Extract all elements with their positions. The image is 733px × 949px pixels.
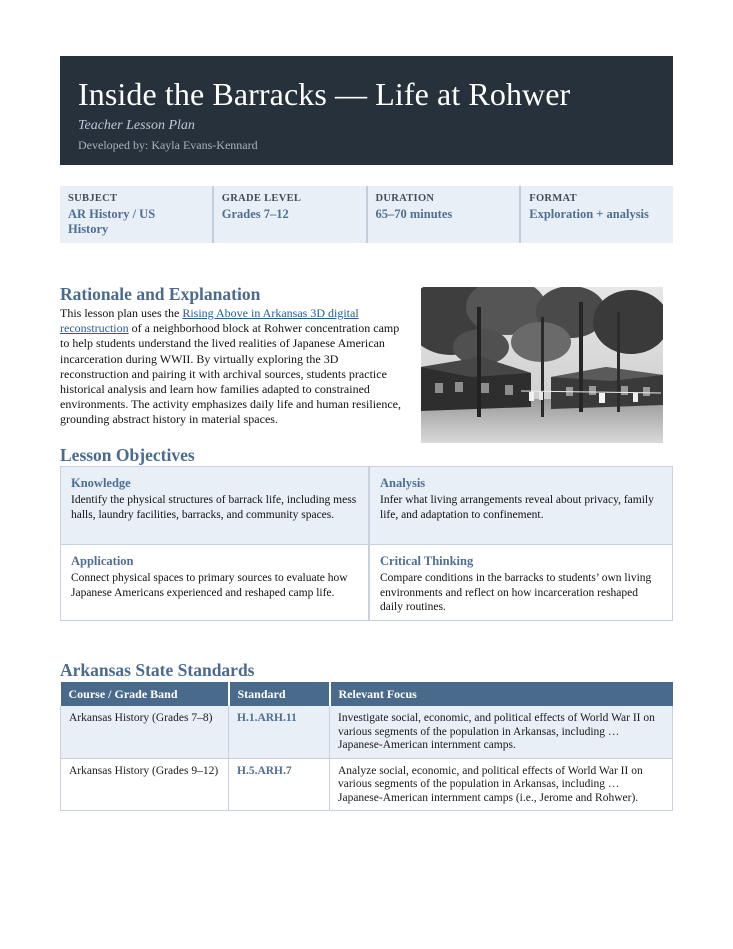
standard-code-cell: H.1.ARH.11 bbox=[229, 706, 330, 758]
rationale-heading: Rationale and Explanation bbox=[60, 284, 261, 304]
page-subtitle: Teacher Lesson Plan bbox=[78, 118, 195, 133]
column-header: Relevant Focus bbox=[330, 682, 673, 706]
standard-code-cell: H.5.ARH.7 bbox=[229, 758, 330, 810]
objectives-grid bbox=[60, 466, 673, 621]
course-cell: Arkansas History (Grades 9–12) bbox=[61, 758, 229, 810]
meta-value: Exploration + analysis bbox=[529, 207, 649, 221]
header-banner bbox=[60, 56, 673, 165]
table-header-row bbox=[61, 682, 673, 706]
rationale-body: of a neighborhood block at Rohwer concentration camp to help students understand the lived realities of Japanese American incarceration during WWII. By virtually exploring the 3D reconstruction and pairing it with archival sources, students practice historical analysis and learn how families adapted to constrained environments. The activity emphasizes daily life and human resilience, grounding abstract history in material spaces. bbox=[60, 321, 402, 427]
objective-title: Analysis bbox=[380, 476, 426, 490]
objective-description: Compare conditions in the barracks to students’ own living environments and reflect on how incarceration reshaped daily routines. bbox=[380, 572, 652, 613]
objective-description: Connect physical spaces to primary sources to evaluate how Japanese Americans experienced and reshaped camp life. bbox=[71, 572, 348, 599]
table-row bbox=[61, 758, 673, 810]
meta-value: 65–70 minutes bbox=[375, 207, 453, 221]
rationale-paragraph bbox=[60, 306, 406, 428]
rationale-intro: This lesson plan uses the bbox=[60, 306, 183, 320]
column-header: Course / Grade Band bbox=[61, 682, 229, 706]
objectives-heading: Lesson Objectives bbox=[60, 445, 195, 465]
standards-table bbox=[60, 682, 673, 811]
objective-critical-thinking bbox=[368, 544, 672, 620]
reconstruction-link[interactable]: Rising Above in Arkansas 3D digital reconstruction bbox=[60, 306, 359, 336]
course-cell: Arkansas History (Grades 7–8) bbox=[61, 706, 229, 758]
meta-label: DURATION bbox=[375, 193, 435, 204]
focus-cell: Analyze social, economic, and political effects of World War II on various segments of the population in Arkansas, including … Japanese-American internment camps (i.e., Jerome and Rohwer). bbox=[330, 758, 673, 810]
meta-value: Grades 7–12 bbox=[221, 207, 289, 221]
meta-format bbox=[519, 186, 673, 243]
objective-description: Infer what living arrangements reveal about privacy, family life, and adaptation to confinement. bbox=[380, 494, 654, 521]
meta-label: SUBJECT bbox=[68, 193, 118, 204]
table-row bbox=[61, 706, 673, 758]
objective-analysis bbox=[368, 467, 672, 544]
objective-application bbox=[61, 544, 368, 620]
barracks-photo bbox=[421, 287, 663, 443]
meta-label: FORMAT bbox=[529, 193, 577, 204]
lesson-meta-strip bbox=[60, 186, 673, 243]
meta-duration bbox=[366, 186, 520, 243]
meta-grade-level bbox=[212, 186, 366, 243]
objective-knowledge bbox=[61, 467, 368, 544]
page-title: Inside the Barracks — Life at Rohwer bbox=[78, 76, 571, 112]
objective-title: Critical Thinking bbox=[380, 554, 474, 568]
meta-label: GRADE LEVEL bbox=[221, 193, 302, 204]
meta-subject bbox=[60, 186, 212, 243]
meta-value: AR History / US History bbox=[68, 207, 156, 236]
author-credit: Developed by: Kayla Evans-Kennard bbox=[78, 138, 258, 152]
barracks-photo-drawing bbox=[421, 287, 663, 443]
column-header: Standard bbox=[229, 682, 330, 706]
standards-heading: Arkansas State Standards bbox=[60, 660, 255, 680]
focus-cell: Investigate social, economic, and political effects of World War II on various segments of the population in Arkansas, including … Japanese-American internment camps. bbox=[330, 706, 673, 758]
objective-title: Application bbox=[71, 554, 134, 568]
objective-title: Knowledge bbox=[71, 476, 131, 490]
objective-description: Identify the physical structures of barrack life, including mess halls, laundry facilities, barracks, and community spaces. bbox=[71, 494, 357, 521]
